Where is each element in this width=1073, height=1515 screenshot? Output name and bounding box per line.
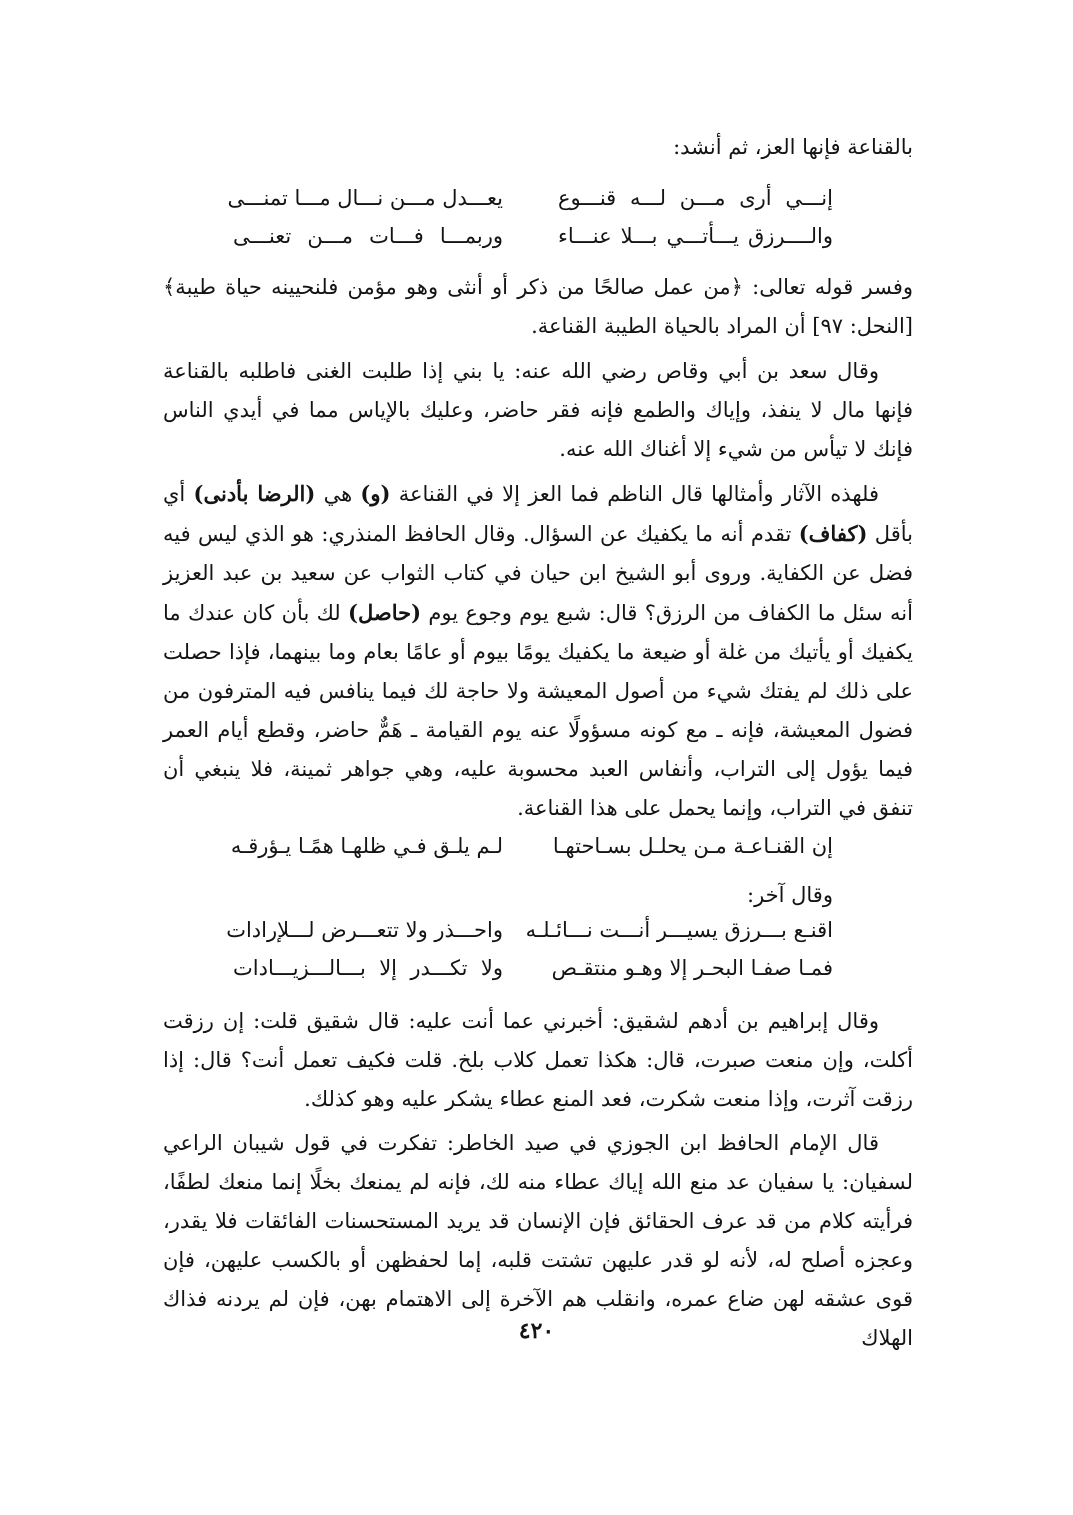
another-poet-label: وقال آخر: bbox=[747, 883, 833, 907]
verse-line bbox=[230, 828, 833, 864]
verse-second-hemistich: لـم يلـق فـي ظلهـا همًـا يـؤرقـه bbox=[230, 834, 503, 858]
keyword-kafaf: (كفاف) bbox=[798, 521, 868, 546]
verse-second-hemistich: واحـــذر ولا تتعـــرض لـــلإرادات bbox=[226, 918, 503, 942]
paragraph-kafaf: فلهذه الآثار وأمثالها قال الناظم فما العز إلا في القناعة (و) هي (الرضا بأدنى) أي بأقل (كفاف) تقدم أنه ما يكفيك عن السؤال. وقال الحافظ المنذري: هو الذي ليس فيه فضل عن الكفاية. وروى أبو الشيخ ابن حيان في كتاب الثواب عن سعيد بن عبد العزيز أنه سئل ما الكفاف من الرزق؟ قال: شبع يوم وجوع يوم (حاصل) لك بأن كان عندك ما يكفيك أو يأتيك من غلة أو ضيعة ما يكفيك يومًا بيوم أو عامًا بعام وما بينهما، فإذا حصلت على ذلك لم يفتك شيء من أصول المعيشة ولا حاجة لك فيما ينافس فيه المترفون من فضول المعيشة، فإنه ـ مع كونه مسؤولًا عنه يوم القيامة ـ هَمٌّ حاضر، وقطع أيام العمر فيما يؤول إلى التراب، وأنفاس العبد محسوبة عليه، وهي جواهر ثمينة، فلا ينبغي أن تنفق في التراب، وإنما يحمل على هذا القناعة. bbox=[163, 481, 913, 820]
verse-second-hemistich: يعـــدل مـــن نـــال مـــا تمنـــى bbox=[227, 186, 503, 210]
verse-first-hemistich: فمـا صفـا البحـر إلا وهـو منتقـص bbox=[551, 956, 833, 980]
section-kafaf bbox=[163, 474, 913, 828]
opening-line bbox=[163, 128, 913, 167]
verse-first-hemistich: إن القنـاعـة مـن يحلـل بسـاحتهـا bbox=[552, 834, 833, 858]
verse-first-hemistich: اقنـع بـــرزق يسيـــر أنـــت نـــائـلـه bbox=[525, 918, 833, 942]
paragraph-intro: بالقناعة فإنها العز، ثم أنشد: bbox=[673, 135, 913, 159]
paragraph-quran-tafsir: وفسر قوله تعالى: ﴿من عمل صالحًا من ذكر أو أنثى وهو مؤمن فلنحيينه حياة طيبة﴾ [النحل: ٩٧] أن المراد بالحياة الطيبة القناعة. bbox=[163, 275, 913, 338]
section-quran-verse bbox=[163, 268, 913, 346]
paragraph-saad: وقال سعد بن أبي وقاص رضي الله عنه: يا بني إذا طلبت الغنى فاطلبه بالقناعة فإنها مال لا ينفذ، وإياك والطمع فإنه فقر حاضر، وعليك بالإياس مما في أيدي الناس فإنك لا تيأس من شيء إلا أغناك الله عنه. bbox=[163, 359, 913, 461]
keyword-wa: (و) bbox=[360, 481, 391, 506]
section-saad bbox=[163, 352, 913, 469]
verse-line bbox=[233, 950, 833, 986]
verse-line bbox=[233, 218, 833, 254]
verse-second-hemistich: وربمـــا فـــات مـــن تعنـــى bbox=[233, 224, 503, 248]
verse-first-hemistich: والــــرزق يـــأتـــي بـــلا عنـــاء bbox=[558, 224, 833, 248]
page-number: ٤٢٠ bbox=[518, 1318, 555, 1344]
paragraph-ibrahim: وقال إبراهيم بن أدهم لشقيق: أخبرني عما أنت عليه: قال شقيق قلت: إن رزقت أكلت، وإن منعت صبرت، قال: هكذا تعمل كلاب بلخ. قلت فكيف تعمل أنت؟ قال: إذا رزقت آثرت، وإذا منعت شكرت، فعد المنع عطاء يشكر عليه وهو كذلك. bbox=[163, 1009, 913, 1111]
verse-second-hemistich: ولا تكـــدر إلا بـــالـــزيـــادات bbox=[233, 956, 503, 980]
paragraph-ibn-jawzi: قال الإمام الحافظ ابن الجوزي في صيد الخاطر: تفكرت في قول شيبان الراعي لسفيان: يا سفيان عد منع الله إياك عطاء منه لك، فإنه لم يمنعك بخلًا إنما منعك لطفًا، فرأيته كلام من قد عرف الحقائق فإن الإنسان قد يريد المستحسنات الفائقات فلا يقدر، وعجزه أصلح له، لأنه لو قدر عليهن تشتت قلبه، إما لحفظهن أو بالكسب عليهن، فإن قوى عشقه لهن ضاع عمره، وانقلب هم الآخرة إلى الاهتمام بهن، فإن لم يردنه فذاك الهلاك bbox=[163, 1131, 913, 1350]
keyword-hasil: (حاصل) bbox=[348, 600, 422, 625]
verse-first-hemistich: إنـــي أرى مـــن لـــه قنـــوع bbox=[558, 186, 833, 210]
verse-line bbox=[226, 912, 833, 948]
section-ibrahim bbox=[163, 1002, 913, 1119]
verse-line bbox=[227, 180, 833, 216]
another-poet-line bbox=[233, 876, 833, 915]
keyword-rida: (الرضا بأدنى) bbox=[193, 481, 316, 506]
